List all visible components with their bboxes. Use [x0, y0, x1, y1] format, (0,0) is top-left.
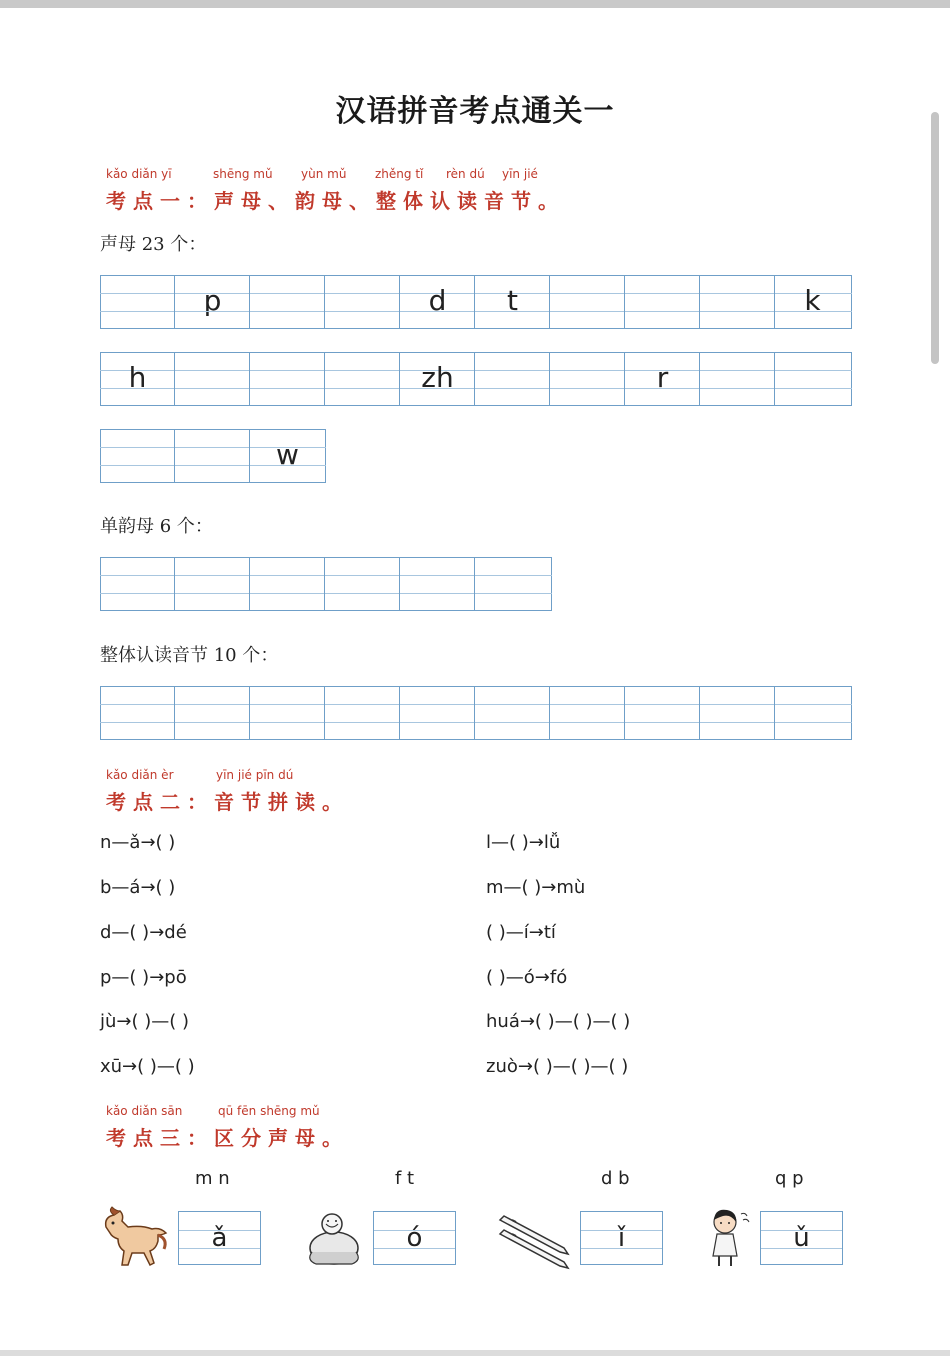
initial-pair: m n: [195, 1168, 230, 1189]
section1-heading: 考点一：声母、韵母、整体认读音节。: [106, 189, 565, 213]
buddha-illustration: [302, 1208, 366, 1268]
initials-grid-row3: [100, 429, 326, 483]
pinyin-annotation: rèn dú: [446, 167, 485, 181]
horse-illustration: [98, 1205, 170, 1269]
scrollbar[interactable]: [931, 112, 939, 364]
bottom-bar: [0, 1350, 950, 1356]
initials-grid-row2: [100, 352, 852, 406]
exercise-left: p—( )→pō: [100, 967, 187, 988]
section3-pinyin: [0, 1104, 950, 1120]
initials-grid-row1: [100, 275, 852, 329]
pinyin-annotation: kǎo diǎn sān: [106, 1104, 183, 1118]
girl-illustration: [703, 1206, 753, 1270]
vowel-box: [580, 1211, 663, 1265]
section1-pinyin: [0, 167, 950, 183]
vowel-text: ǐ: [617, 1223, 626, 1253]
initial-cell: t: [507, 284, 518, 317]
initial-cell: r: [656, 361, 669, 394]
section2-heading: 考点二：音节拼读。: [106, 790, 349, 814]
initial-cell: p: [203, 284, 222, 317]
initial-cell: w: [276, 438, 299, 471]
exercise-left: d—( )→dé: [100, 922, 187, 943]
initials-label: 声母 23 个：: [100, 234, 207, 255]
section3-heading: 考点三：区分声母。: [106, 1126, 349, 1150]
vowel-box: [178, 1211, 261, 1265]
pinyin-annotation: qū fēn shēng mǔ: [218, 1104, 320, 1118]
initial-pair: q p: [775, 1168, 804, 1189]
vowel-text: ǔ: [793, 1223, 810, 1253]
vowel-box: [760, 1211, 843, 1265]
top-bar: [0, 0, 950, 8]
pinyin-annotation: yùn mǔ: [301, 167, 347, 181]
pens-illustration: [498, 1210, 574, 1270]
section2-pinyin: [0, 768, 950, 784]
vowel-text: ó: [406, 1223, 423, 1253]
exercise-right: huá→( )—( )—( ): [486, 1011, 631, 1032]
exercise-left: jù→( )—( ): [100, 1011, 190, 1032]
exercise-right: zuò→( )—( )—( ): [486, 1056, 629, 1077]
exercise-right: l—( )→lǚ: [486, 832, 561, 853]
whole-syllables-label: 整体认读音节 10 个：: [100, 645, 279, 666]
exercise-left: n—ǎ→( ): [100, 832, 176, 853]
pinyin-annotation: kǎo diǎn yī: [106, 167, 172, 181]
exercise-right: ( )—í→tí: [486, 922, 556, 943]
initial-cell: k: [804, 284, 821, 317]
page-title: 汉语拼音考点通关一: [335, 94, 615, 129]
pinyin-annotation: yīn jié pīn dú: [216, 768, 294, 782]
initial-cell: h: [128, 361, 147, 394]
whole-syllables-grid: [100, 686, 852, 740]
pinyin-annotation: yīn jié: [502, 167, 538, 181]
vowel-text: ǎ: [211, 1223, 228, 1253]
pinyin-annotation: kǎo diǎn èr: [106, 768, 174, 782]
pinyin-annotation: zhěng tǐ: [375, 167, 424, 181]
vowel-box: [373, 1211, 456, 1265]
pinyin-annotation: shēng mǔ: [213, 167, 273, 181]
exercise-right: ( )—ó→fó: [486, 967, 568, 988]
exercise-left: b—á→( ): [100, 877, 176, 898]
initial-pair: d b: [601, 1168, 630, 1189]
initial-cell: d: [428, 284, 447, 317]
initial-cell: zh: [421, 361, 454, 394]
finals-grid: [100, 557, 552, 611]
finals-label: 单韵母 6 个：: [100, 516, 213, 537]
exercise-left: xū→( )—( ): [100, 1056, 195, 1077]
exercise-right: m—( )→mù: [486, 877, 586, 898]
initial-pair: f t: [395, 1168, 415, 1189]
